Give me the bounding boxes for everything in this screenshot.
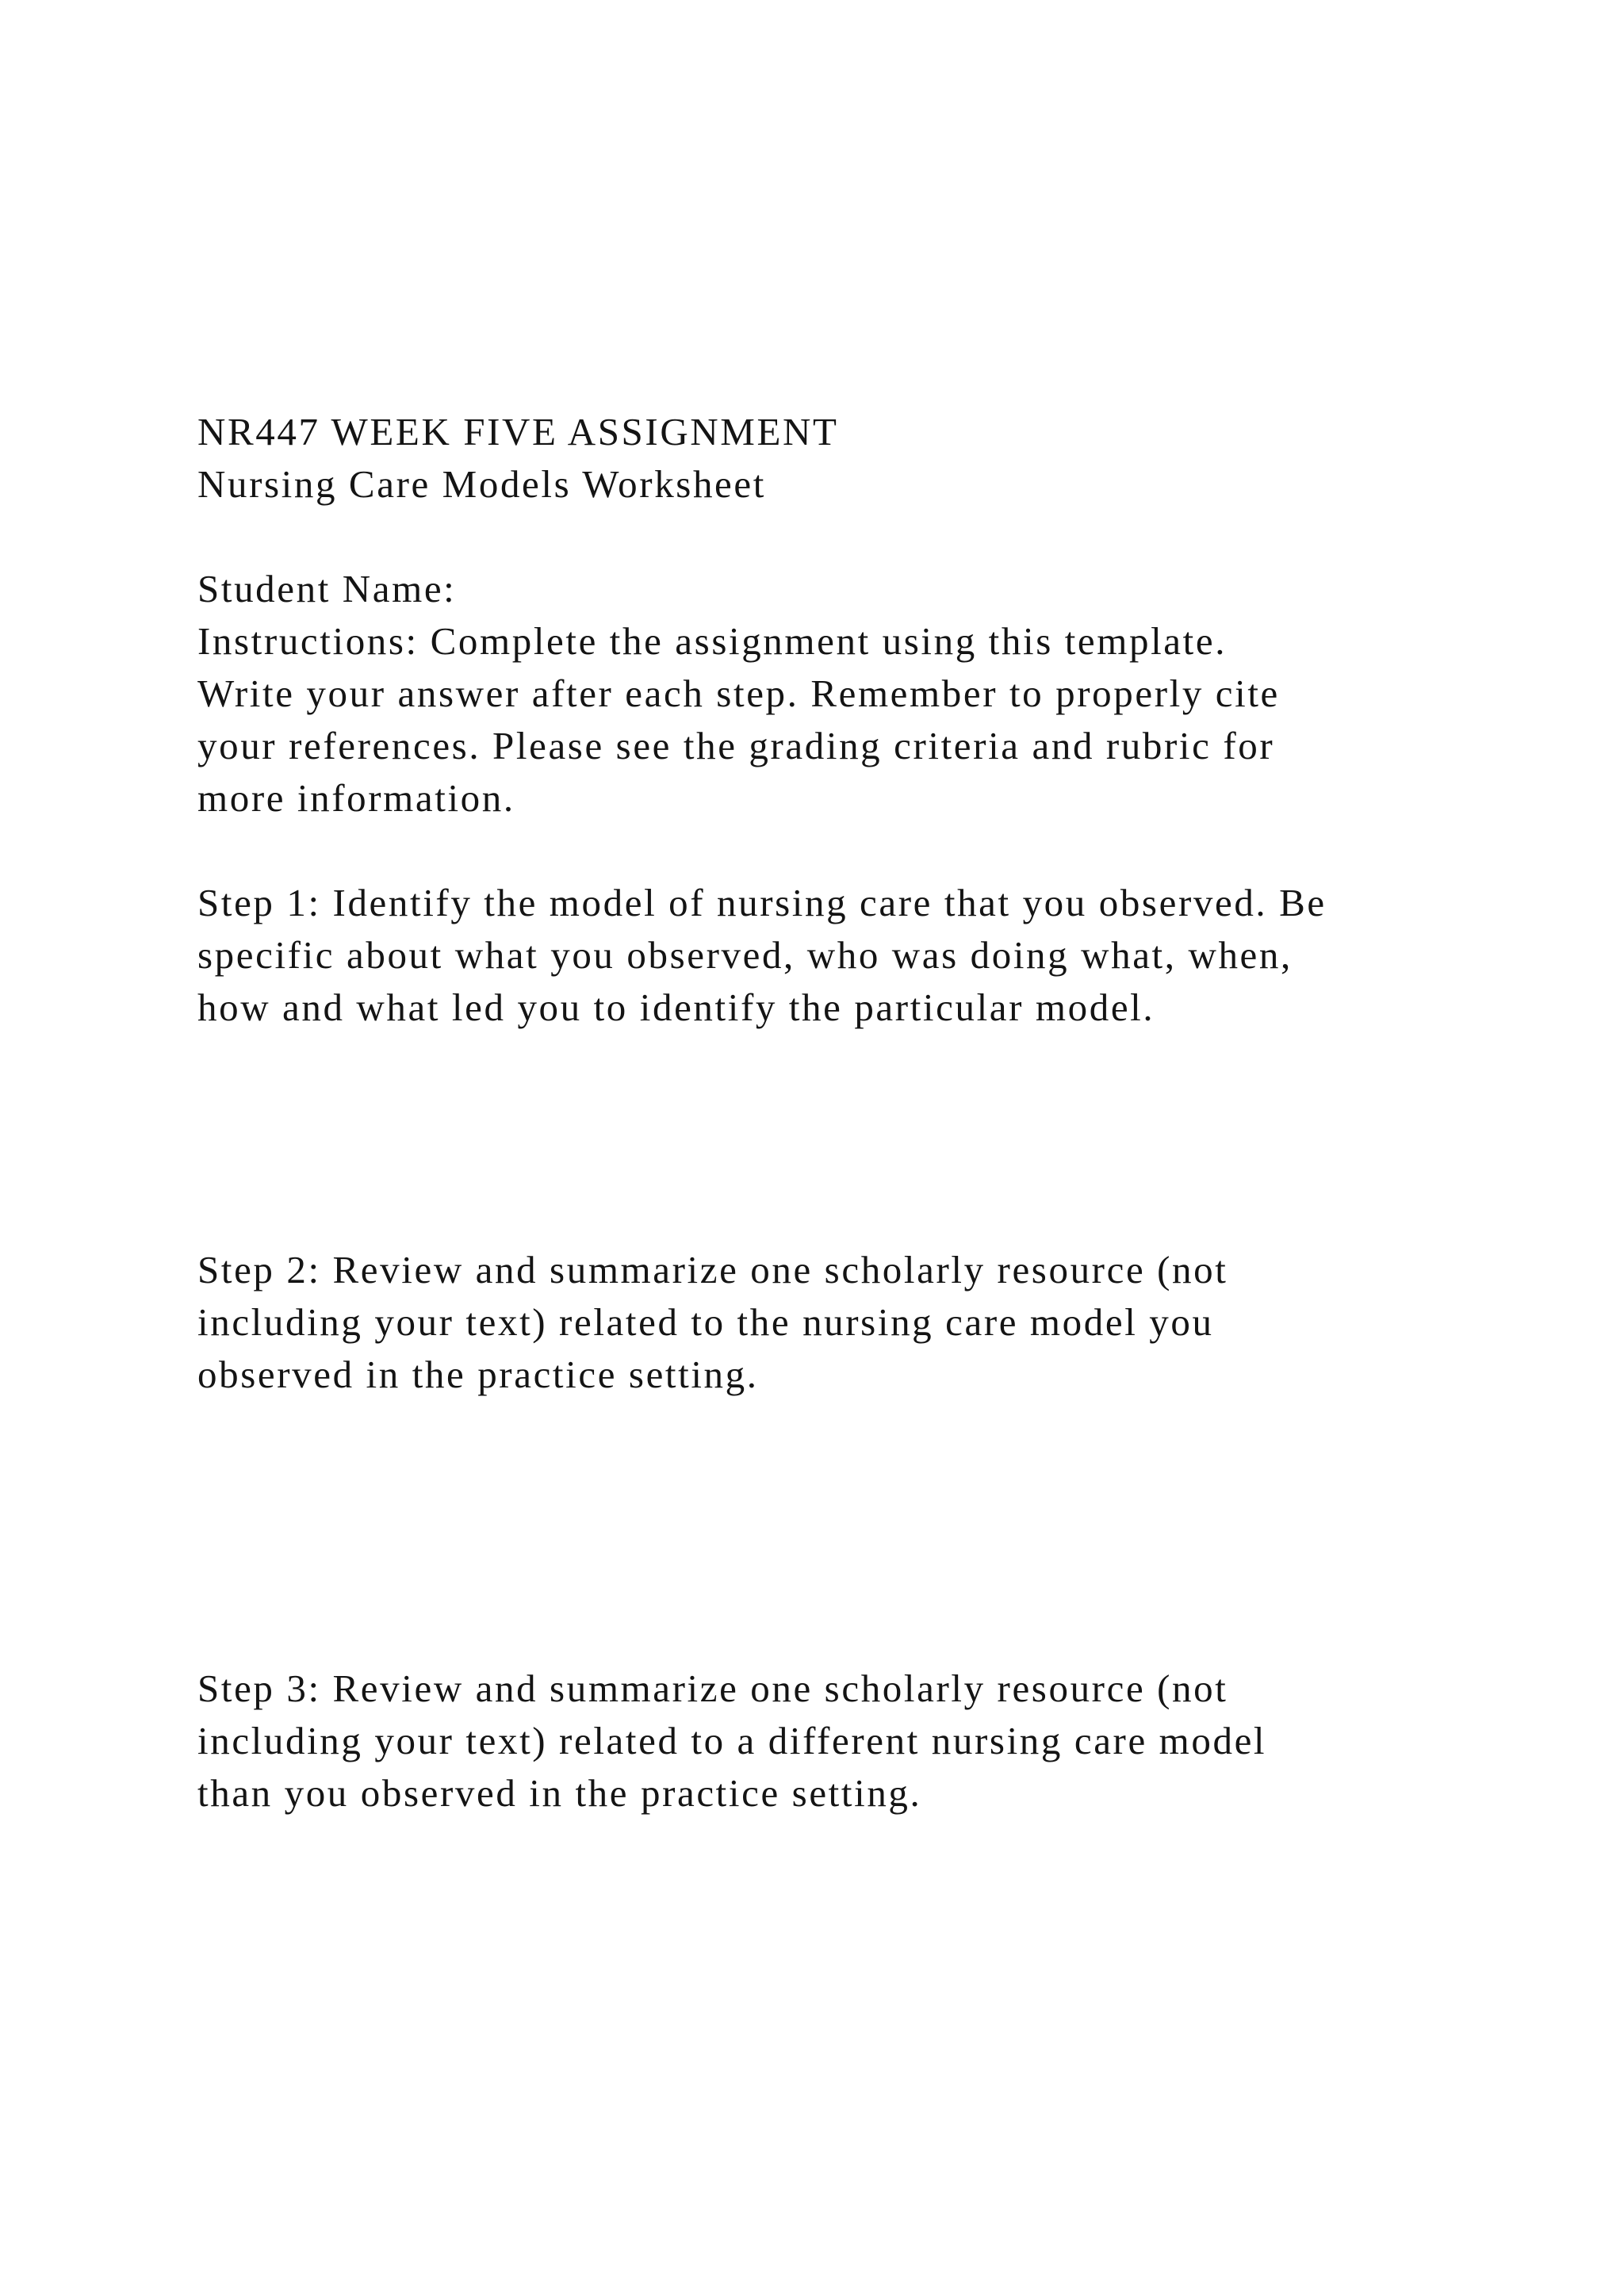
step-2-line: including your text) related to the nursing care model you bbox=[197, 1300, 1214, 1344]
step-3-line: than you observed in the practice setting. bbox=[197, 1771, 922, 1815]
step-2-line: observed in the practice setting. bbox=[197, 1353, 759, 1396]
student-name-label: Student Name: bbox=[197, 567, 457, 610]
assignment-title: NR447 WEEK FIVE ASSIGNMENT bbox=[197, 410, 839, 453]
worksheet-subtitle: Nursing Care Models Worksheet bbox=[197, 462, 766, 506]
instructions-line: your references. Please see the grading criteria and rubric for bbox=[197, 724, 1275, 767]
step-3-line: including your text) related to a different nursing care model bbox=[197, 1719, 1267, 1762]
instructions-line: Write your answer after each step. Remember to properly cite bbox=[197, 672, 1280, 715]
step-1-line: Step 1: Identify the model of nursing care that you observed. Be bbox=[197, 881, 1327, 924]
instructions-line: Instructions: Complete the assignment using this template. bbox=[197, 619, 1228, 663]
instructions-line: more information. bbox=[197, 776, 515, 820]
step-2-line: Step 2: Review and summarize one scholarly resource (not bbox=[197, 1248, 1228, 1292]
step-3-line: Step 3: Review and summarize one scholarly resource (not bbox=[197, 1667, 1228, 1710]
step-1-line: specific about what you observed, who was doing what, when, bbox=[197, 933, 1293, 977]
step-1-line: how and what led you to identify the particular model. bbox=[197, 985, 1155, 1029]
